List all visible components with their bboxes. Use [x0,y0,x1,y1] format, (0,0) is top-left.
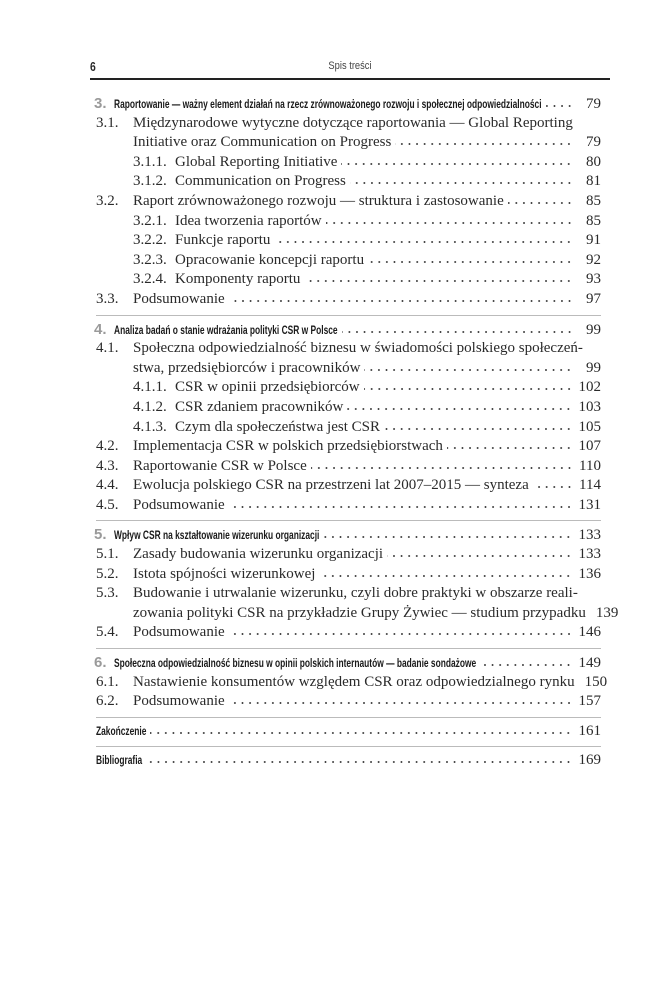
entry-title: Międzynarodowe wytyczne dotyczące raportowania — Global Reporting [133,114,573,131]
dot-leader [342,324,573,334]
entry-page: 102 [578,379,601,396]
entry-page: 99 [586,321,601,338]
toc-chapter-block [94,520,619,643]
entry-page: 85 [586,192,601,209]
entry-page: 146 [578,624,601,641]
toc-entry[interactable] [96,192,601,212]
entry-title-continued: Initiative oraz Communication on Progress [133,134,392,151]
toc-entry[interactable] [96,476,601,496]
entry-page: 133 [578,546,601,563]
entry-title: Podsumowanie [133,496,225,513]
entry-page: 136 [578,565,601,582]
entry-page: 114 [579,477,601,494]
entry-page: 91 [586,232,601,249]
dot-leader [347,401,572,411]
toc-entry[interactable] [96,270,601,290]
entry-number: 6.1. [96,673,119,690]
entry-title: Nastawienie konsumentów względem CSR oraz odpowiedzialnego rynku [133,673,575,690]
entry-page: 79 [586,134,601,151]
toc-entry[interactable] [96,565,601,585]
entry-number: 5.3. [96,585,119,602]
dot-leader [274,234,573,244]
entry-title: Społeczna odpowiedzialność biznesu w świadomości polskiego społeczeń- [133,340,583,357]
entry-title: Czym dla społeczeństwa jest CSR [175,418,380,435]
entry-number: 4.4. [96,477,119,494]
entry-page: 110 [579,457,601,474]
toc-entry[interactable] [96,437,601,457]
entry-title: Raport zrównoważonego rozwoju — struktura i zastosowanie [133,192,504,209]
toc-entry-continuation [96,604,619,624]
entry-page: 105 [578,418,601,435]
toc-entry[interactable] [96,584,601,604]
toc-entry-continuation [96,133,601,153]
entry-page: 97 [586,290,601,307]
toc-chapter-block [96,717,601,742]
dot-leader [395,136,573,146]
dot-leader [326,215,573,225]
entry-title: CSR w opinii przedsiębiorców [175,379,360,396]
toc-chapter-entry[interactable] [96,751,601,771]
entry-title: Raportowanie CSR w Polsce [133,457,307,474]
entry-number: 3.2.3. [133,251,167,268]
entry-title: Bibliografia [96,753,143,768]
toc-entry[interactable] [96,623,601,643]
entry-page: 85 [586,212,601,229]
entry-page: 79 [586,96,601,112]
toc-entry[interactable] [96,398,601,418]
entry-title: Budowanie i utrwalanie wizerunku, czyli dobre praktyki w obszarze reali- [133,585,578,602]
entry-number: 3.1.2. [133,173,167,190]
entry-number: 4.1.1. [133,379,167,396]
entry-number: 4.2. [96,438,119,455]
toc-entry[interactable] [96,251,601,271]
entry-number: 3.1. [96,114,119,131]
dot-leader [364,362,573,372]
entry-number: 3.2.1. [133,212,167,229]
entry-page: 157 [578,693,601,710]
entry-title-continued: stwa, przedsiębiorców i pracowników [133,359,361,376]
entry-number: 3.3. [96,290,119,307]
toc-entry[interactable] [96,378,601,398]
dot-leader [480,657,572,667]
entry-page: 149 [578,655,601,672]
entry-title: Społeczna odpowiedzialność biznesu w opinii polskich internautów — badanie sondażowe [114,656,477,671]
entry-page: 139 [595,604,619,621]
toc-chapter-entry[interactable]: 6. Społeczna odpowiedzialność biznesu w opinii polskich internautów — badanie sondażowe 149 [96,653,601,673]
entry-page: 131 [578,496,601,513]
toc-chapter-block [96,746,601,771]
dot-leader [368,254,573,264]
entry-page: 92 [586,251,601,268]
dot-leader [323,529,572,539]
toc-chapter-entry[interactable]: 4. Analiza badań o stanie wdrażania polityki CSR w Polsce 99 [96,320,601,340]
toc-entry[interactable] [96,172,601,192]
toc-entry[interactable] [96,212,601,232]
entry-title: Raportowanie — ważny element działań na rzecz zrównoważonego rozwoju i społecznej odpowiedzialności [114,97,542,111]
entry-number: 4.1. [96,340,119,357]
toc-entry[interactable] [96,457,601,477]
entry-title: Zasady budowania wizerunku organizacji [133,546,384,563]
entry-title: Wpływ CSR na kształtowanie wizerunku organizacji [114,528,320,543]
entry-number: 3.2. [96,192,119,209]
running-header [90,58,610,80]
entry-page: 80 [586,153,601,170]
toc-entry[interactable] [96,153,601,173]
entry-title: Podsumowanie [133,624,225,641]
toc-entry[interactable] [96,114,601,134]
toc-chapter-entry[interactable]: 5. Wpływ CSR na kształtowanie wizerunku organizacji 133 [96,525,601,545]
toc-entry-continuation [96,359,601,379]
entry-page: 107 [578,438,601,455]
entry-page: 133 [578,527,601,544]
entry-number: 3.1.1. [133,153,167,170]
dot-leader [319,568,572,578]
entry-title: Ewolucja polskiego CSR na przestrzeni lat 2007–2015 — synteza [133,477,529,494]
entry-title: Zakończenie [96,723,147,738]
entry-page: 99 [586,359,601,376]
entry-number: 4.5. [96,496,119,513]
entry-title-continued: zowania polityki CSR na przykładzie Grupy Żywiec — studium przypadku [133,604,586,621]
entry-title: Istota spójności wizerunkowej [133,565,316,582]
entry-number: 3.2.4. [133,271,167,288]
entry-number: 4.1.3. [133,418,167,435]
entry-number: 4.1.2. [133,398,167,415]
toc-entry[interactable] [96,339,601,359]
entry-title: Analiza badań o stanie wdrażania polityki CSR w Polsce [114,322,338,337]
dot-leader [311,460,573,470]
dot-leader [229,499,573,509]
entry-number: 3.2.2. [133,232,167,249]
toc-entry[interactable] [96,231,601,251]
entry-page: 161 [578,722,601,739]
entry-title: Funkcje raportu [175,232,271,249]
table-of-contents [94,94,619,771]
entry-number: 5.2. [96,565,119,582]
entry-title: Opracowanie koncepcji raportu [175,251,365,268]
dot-leader [229,626,573,636]
toc-entry[interactable] [96,692,601,712]
dot-leader [150,725,572,735]
dot-leader [229,293,573,303]
entry-title: Komponenty raportu [175,271,301,288]
dot-leader [364,381,573,391]
toc-chapter-block [96,315,601,516]
page-number: 6 [90,59,96,74]
toc-entry[interactable] [96,290,601,310]
dot-leader [146,754,572,764]
toc-entry[interactable] [96,545,601,565]
toc-chapter-entry[interactable]: 3. Raportowanie — ważny element działań na rzecz zrównoważonego rozwoju i społecznej odpowiedzialności 79 [96,94,601,114]
running-title: Spis treści [328,60,372,72]
entry-title: CSR zdaniem pracowników [175,398,344,415]
entry-number: 4.3. [96,457,119,474]
entry-number: 5.4. [96,624,119,641]
dot-leader [304,273,573,283]
toc-entry[interactable] [96,418,601,438]
dot-leader [341,156,573,166]
entry-number: 6.2. [96,693,119,710]
entry-page: 150 [584,673,608,690]
dot-leader [533,479,573,489]
dot-leader [350,175,573,185]
toc-chapter-entry[interactable] [96,722,601,742]
dot-leader [546,98,573,108]
dot-leader [384,421,573,431]
entry-page: 103 [578,398,601,415]
entry-title: Podsumowanie [133,693,225,710]
entry-title: Communication on Progress [175,173,346,190]
dot-leader [447,440,573,450]
toc-entry[interactable] [96,496,601,516]
entry-page: 169 [578,752,601,769]
entry-page: 81 [586,173,601,190]
dot-leader [508,195,573,205]
entry-page: 93 [586,271,601,288]
toc-chapter-block [96,94,601,310]
entry-number: 5.1. [96,546,119,563]
toc-chapter-block [94,648,608,712]
entry-title: Idea tworzenia raportów [175,212,322,229]
dot-leader [229,695,573,705]
entry-title: Global Reporting Initiative [175,153,338,170]
entry-title: Implementacja CSR w polskich przedsiębiorstwach [133,438,443,455]
dot-leader [387,548,572,558]
entry-title: Podsumowanie [133,290,225,307]
toc-entry[interactable] [96,673,608,693]
